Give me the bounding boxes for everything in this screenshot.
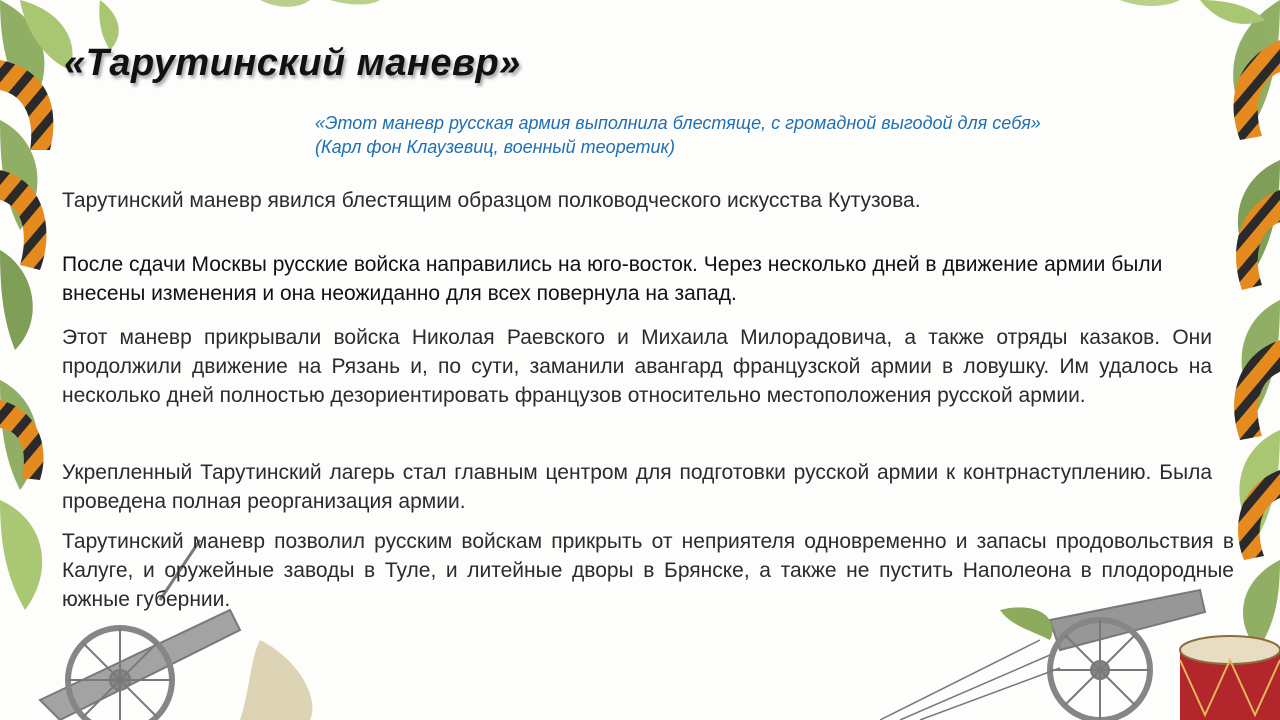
epigraph-quote	[315, 111, 1215, 159]
quote-text: «Этот маневр русская армия выполнила блестяще, с громадной выгодой для себя»	[315, 113, 1041, 133]
paragraph-result: Тарутинский маневр позволил русским войскам прикрыть от неприятеля одновременно и запасы продовольствия в Калуге, и оружейные заводы в Туле, и литейные дворы в Брянске, а также не пустить Наполеона в плодородные южные губернии.	[62, 530, 1234, 611]
slide-title: «Тарутинский маневр»	[64, 42, 521, 84]
quote-author: (Карл фон Клаузевиц, военный теоретик)	[315, 137, 676, 157]
paragraph-movement: После сдачи Москвы русские войска направились на юго-восток. Через несколько дней в движение армии были внесены изменения и она неожиданно для всех повернула на запад.	[62, 253, 1163, 305]
drum-icon	[1180, 636, 1280, 720]
paragraph-cover-troops: Этот маневр прикрывали войска Николая Раевского и Михаила Милорадовича, а также отряды казаков. Они продолжили движение на Рязань и, по сути, заманили авангард французской армии в ловушку. Им удалось на несколько дней полностью дезориентировать французов относительно местоположения русской армии.	[62, 326, 1212, 407]
paragraph-intro: Тарутинский маневр явился блестящим образцом полководческого искусства Кутузова.	[62, 189, 921, 212]
top-leaves-icon	[260, 0, 1180, 7]
paragraph-camp: Укрепленный Тарутинский лагерь стал главным центром для подготовки русской армии к контрнаступлению. Была проведена полная реорганизация армии.	[62, 461, 1212, 513]
